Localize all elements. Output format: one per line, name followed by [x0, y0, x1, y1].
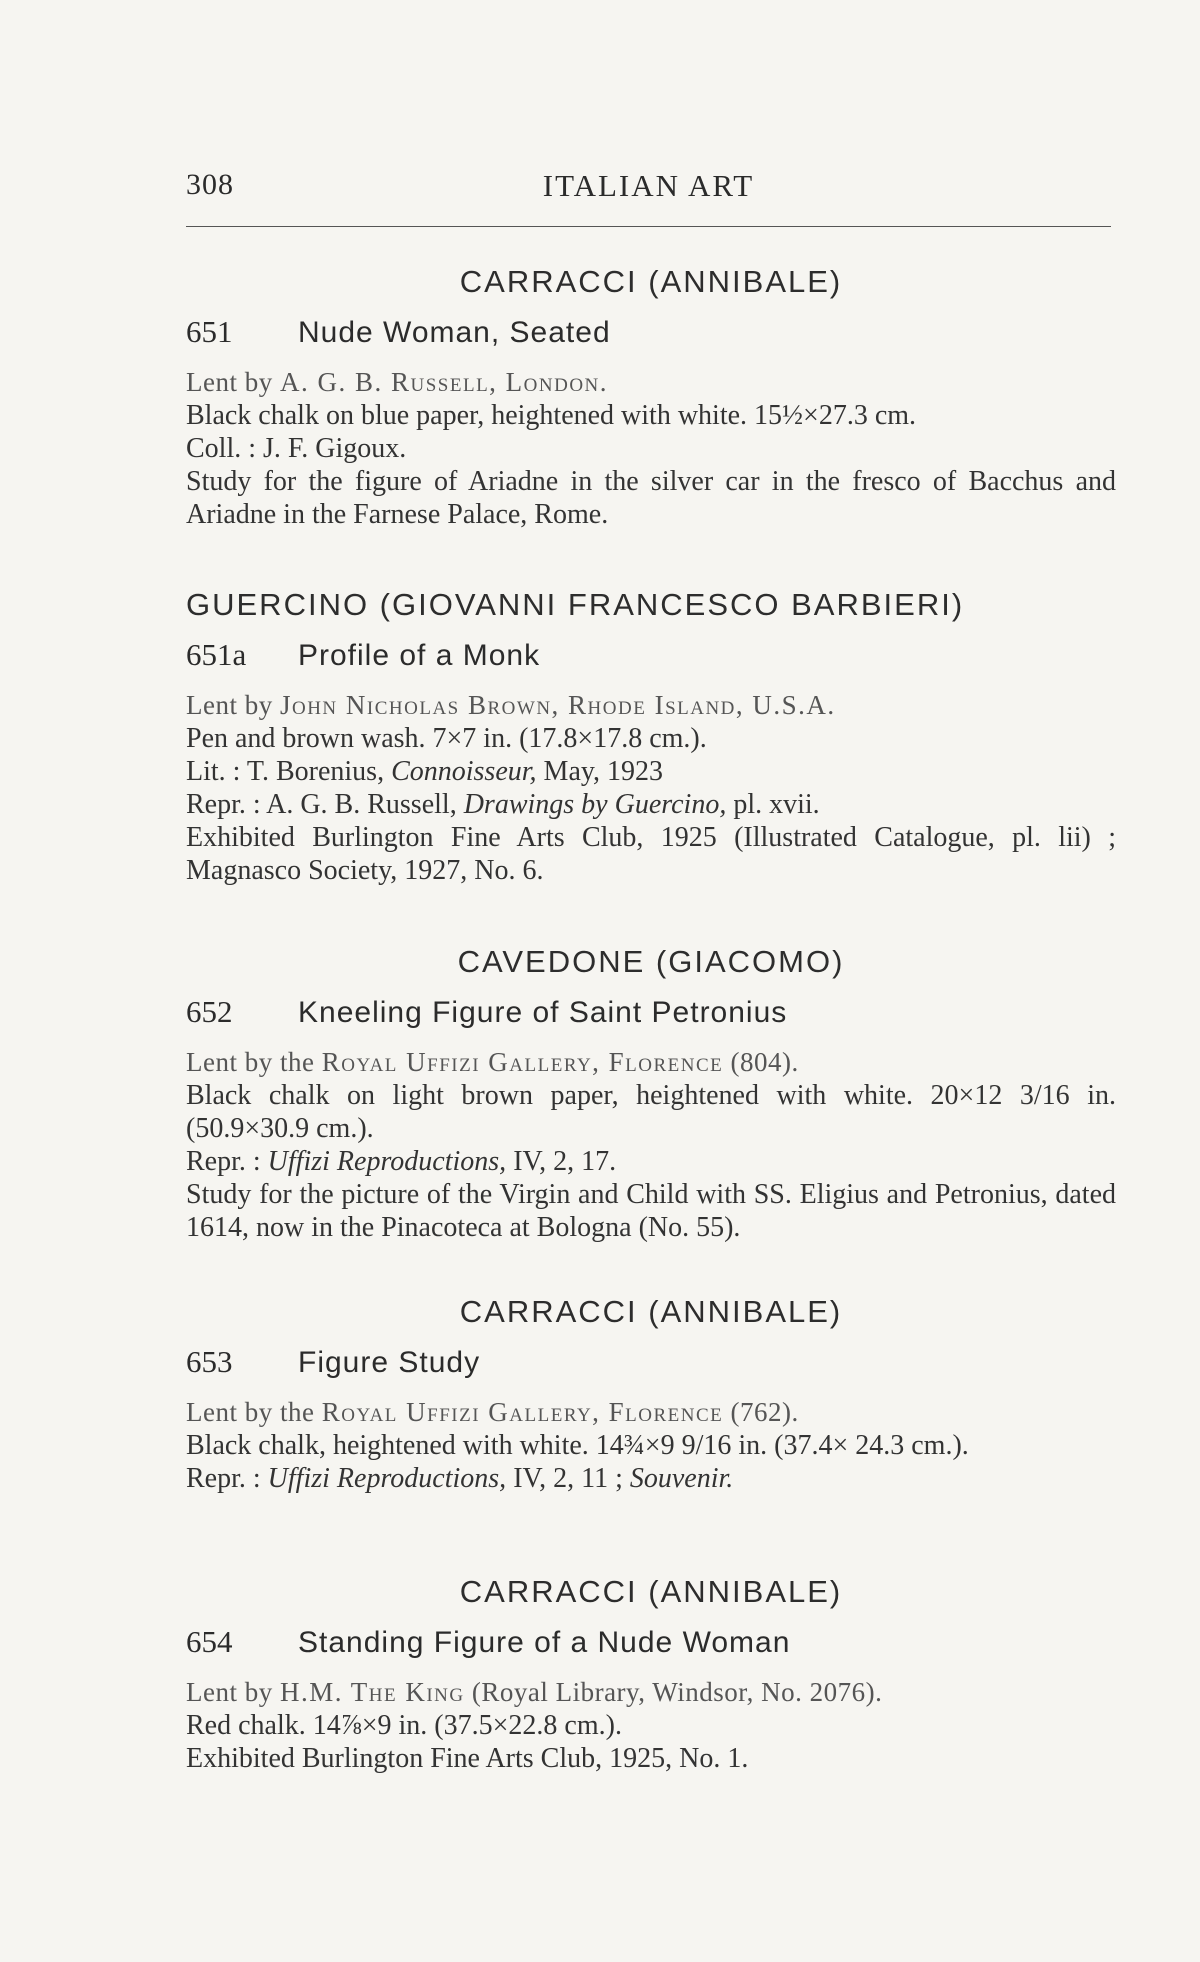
- lender-name: A. G. B. Russell, London.: [279, 367, 609, 397]
- note-paragraph: Study for the picture of the Virgin and Child with SS. Eligius and Petronius, dated 1614, now in the Pinacoteca at Bologna (No. 55).: [186, 1179, 1116, 1243]
- repr-prefix: Repr. :: [186, 1463, 261, 1494]
- repr-suffix: IV, 2, 17.: [513, 1146, 617, 1177]
- repr-publication: Uffizi Reproductions,: [267, 1463, 507, 1494]
- lender-suffix: (Royal Library, Windsor, No. 2076).: [471, 1677, 883, 1707]
- lender-suffix: (804).: [730, 1047, 799, 1077]
- page-number: 308: [186, 168, 234, 201]
- catalogue-entry: [186, 262, 1116, 531]
- entry-title-line: [186, 635, 1116, 681]
- reproduction-line: [186, 1145, 1116, 1178]
- medium-line: Pen and brown wash. 7×7 in. (17.8×17.8 cm.).: [186, 723, 707, 754]
- repr-suffix: pl. xvii.: [733, 789, 820, 820]
- lent-prefix: Lent by: [186, 1677, 273, 1707]
- catalogue-entry: [186, 1292, 1116, 1495]
- header-rule: [186, 226, 1111, 227]
- entry-title-line: [186, 1622, 1116, 1668]
- running-head: ITALIAN ART: [542, 168, 755, 203]
- entry-body: [186, 1676, 1116, 1775]
- exhibited-paragraph: Exhibited Burlington Fine Arts Club, 1925 (Illustrated Catalogue, pl. lii) ; Magnasco Society, 1927, No. 6.: [186, 822, 1116, 886]
- repr-prefix: Repr. :: [186, 1146, 261, 1177]
- entry-number: 653: [186, 1344, 233, 1379]
- entry-title: Nude Woman, Seated: [298, 316, 611, 349]
- lender-name: Royal Uffizi Gallery, Florence: [321, 1047, 724, 1077]
- reproduction-line: [186, 788, 1116, 821]
- entry-title-line: [186, 992, 1116, 1038]
- lit-publication: Connoisseur,: [391, 756, 537, 787]
- lent-prefix: Lent by: [186, 690, 273, 720]
- repr-publication: Uffizi Reproductions,: [267, 1146, 507, 1177]
- repr-publication: Drawings by Guercino,: [463, 789, 727, 820]
- lent-prefix: Lent by: [186, 367, 273, 397]
- lit-prefix: Lit. : T. Borenius,: [186, 756, 385, 787]
- repr-prefix: Repr. : A. G. B. Russell,: [186, 789, 457, 820]
- note-paragraph: Study for the figure of Ariadne in the silver car in the fresco of Bacchus and Ariadne in the Farnese Palace, Rome.: [186, 466, 1116, 530]
- repr-mid: IV, 2, 11 ;: [513, 1463, 623, 1494]
- lit-suffix: May, 1923: [543, 756, 664, 787]
- lender-line: [186, 1676, 1116, 1709]
- entry-body: [186, 1396, 1116, 1495]
- lender-line: [186, 1396, 1116, 1429]
- lender-line: [186, 366, 1116, 399]
- entry-number: 654: [186, 1624, 233, 1659]
- literature-line: [186, 755, 1116, 788]
- collection-line: Coll. : J. F. Gigoux.: [186, 433, 407, 464]
- medium-line: Black chalk on blue paper, heightened with white. 15½×27.3 cm.: [186, 400, 917, 431]
- entry-title: Figure Study: [298, 1346, 481, 1379]
- lender-name: John Nicholas Brown, Rhode Island, U.S.A.: [279, 690, 836, 720]
- entry-title-line: [186, 1342, 1116, 1388]
- lender-suffix: (762).: [730, 1397, 799, 1427]
- catalogue-entry: [186, 1572, 1116, 1775]
- entry-number: 652: [186, 994, 233, 1029]
- entry-body: [186, 1046, 1116, 1244]
- artist-heading: CARRACCI (ANNIBALE): [459, 264, 843, 299]
- artist-heading: CAVEDONE (GIACOMO): [457, 944, 845, 979]
- artist-heading: CARRACCI (ANNIBALE): [459, 1294, 843, 1329]
- exhibited-paragraph: Exhibited Burlington Fine Arts Club, 1925, No. 1.: [186, 1743, 749, 1774]
- entry-title-line: [186, 312, 1116, 358]
- lender-name: Royal Uffizi Gallery, Florence: [321, 1397, 724, 1427]
- lender-line: [186, 689, 1116, 722]
- entry-body: [186, 689, 1116, 887]
- entry-body: [186, 366, 1116, 531]
- entry-title: Profile of a Monk: [298, 639, 541, 672]
- artist-heading: GUERCINO (GIOVANNI FRANCESCO BARBIERI): [186, 587, 965, 622]
- catalogue-entry: [186, 942, 1116, 1244]
- medium-line: Black chalk on light brown paper, heightened with white. 20×12 3/16 in. (50.9×30.9 cm.).: [186, 1080, 1116, 1144]
- lent-prefix: Lent by the: [186, 1397, 315, 1427]
- repr-souvenir: Souvenir.: [629, 1463, 734, 1494]
- lender-line: [186, 1046, 1116, 1079]
- page-header: [186, 162, 1111, 212]
- catalogue-entry: [186, 585, 1116, 887]
- lender-name: H.M. The King: [279, 1677, 465, 1707]
- medium-line: Red chalk. 14⅞×9 in. (37.5×22.8 cm.).: [186, 1710, 622, 1741]
- entry-number: 651a: [186, 637, 247, 672]
- artist-heading: CARRACCI (ANNIBALE): [459, 1574, 843, 1609]
- medium-line: Black chalk, heightened with white. 14¾×9 9/16 in. (37.4× 24.3 cm.).: [186, 1430, 969, 1461]
- lent-prefix: Lent by the: [186, 1047, 315, 1077]
- entry-number: 651: [186, 314, 233, 349]
- reproduction-line: [186, 1462, 1116, 1495]
- entry-title: Standing Figure of a Nude Woman: [298, 1626, 791, 1659]
- entry-title: Kneeling Figure of Saint Petronius: [298, 996, 788, 1029]
